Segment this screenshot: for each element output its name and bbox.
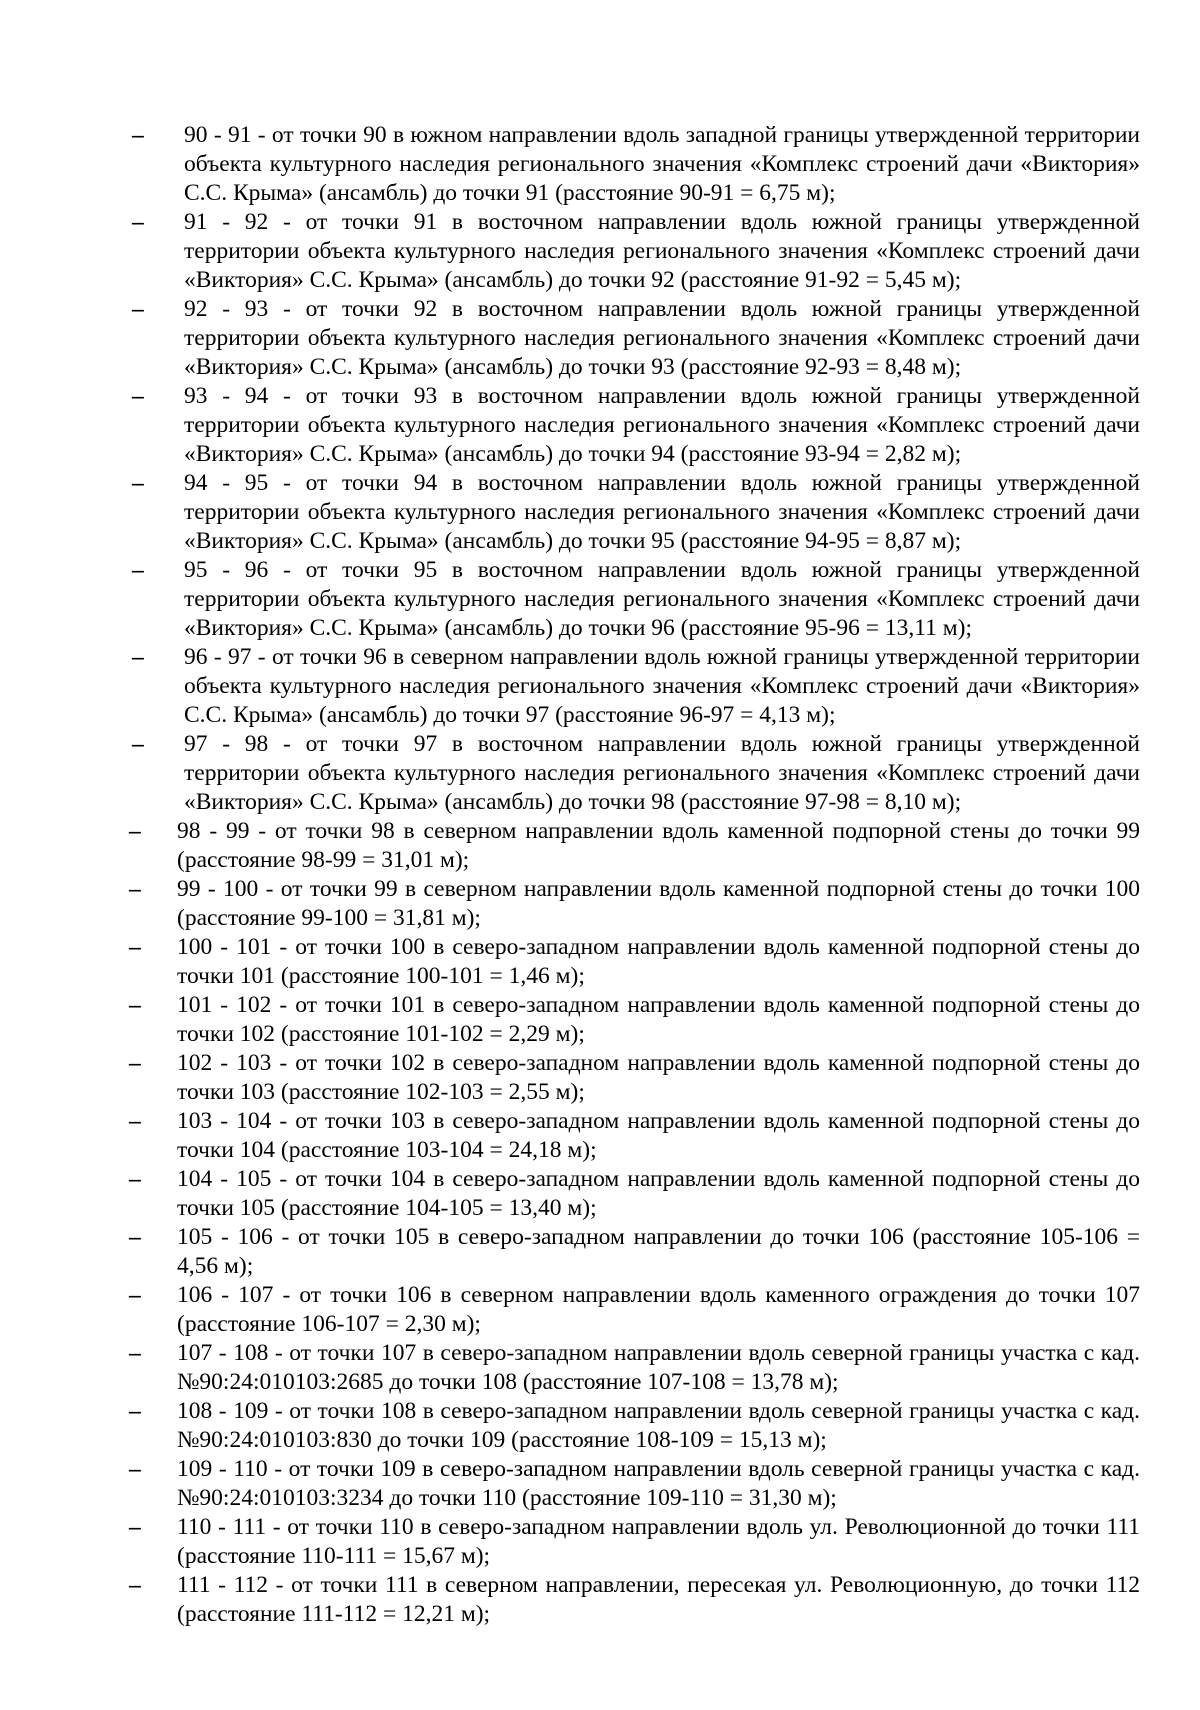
dash-marker: – — [129, 1340, 141, 1366]
list-item — [130, 730, 1140, 817]
dash-marker: – — [132, 383, 144, 409]
list-item-text: 111 - 112 - от точки 111 в северном направлении, пересекая ул. Революционную, до точки 112 (расстояние 111-112 = 12,21 м); — [177, 1572, 1140, 1627]
list-item — [130, 1397, 1140, 1455]
list-item-text: 106 - 107 - от точки 106 в северном направлении вдоль каменного ограждения до точки 107 (расстояние 106-107 = 2,30 м); — [177, 1282, 1140, 1337]
list-item-text: 99 - 100 - от точки 99 в северном направлении вдоль каменной подпорной стены до точки 100 (расстояние 99-100 = 31,81 м); — [177, 876, 1140, 931]
list-item-text: 95 - 96 - от точки 95 в восточном направлении вдоль южной границы утвержденной территории объекта культурного наследия регионального значения «Комплекс строений дачи «Виктория» С.С. Крыма» (ансамбль) до точки 96 (расстояние 95-96 = 13,11 м); — [184, 557, 1140, 641]
list-item — [130, 295, 1140, 382]
list-item-text: 109 - 110 - от точки 109 в северо-западном направлении вдоль северной границы участка с кад. №90:24:010103:3234 до точки 110 (расстояние 109-110 = 31,30 м); — [177, 1456, 1140, 1511]
dash-marker: – — [132, 209, 144, 235]
dash-marker: – — [129, 876, 141, 902]
list-item — [130, 1107, 1140, 1165]
dash-marker: – — [132, 731, 144, 757]
dash-marker: – — [129, 1456, 141, 1482]
list-item-text: 94 - 95 - от точки 94 в восточном направлении вдоль южной границы утвержденной территории объекта культурного наследия регионального значения «Комплекс строений дачи «Виктория» С.С. Крыма» (ансамбль) до точки 95 (расстояние 94-95 = 8,87 м); — [184, 470, 1140, 554]
list-item — [130, 1455, 1140, 1513]
dash-marker: – — [132, 470, 144, 496]
list-item — [130, 1281, 1140, 1339]
list-item-text: 91 - 92 - от точки 91 в восточном направлении вдоль южной границы утвержденной территории объекта культурного наследия регионального значения «Комплекс строений дачи «Виктория» С.С. Крыма» (ансамбль) до точки 92 (расстояние 91-92 = 5,45 м); — [184, 209, 1140, 293]
dash-marker: – — [132, 296, 144, 322]
dash-marker: – — [129, 992, 141, 1018]
list-item — [130, 817, 1140, 875]
list-item-text: 101 - 102 - от точки 101 в северо-западном направлении вдоль каменной подпорной стены до точки 102 (расстояние 101-102 = 2,29 м); — [177, 992, 1140, 1047]
list-item — [130, 1513, 1140, 1571]
dash-marker: – — [129, 1108, 141, 1134]
list-item-text: 102 - 103 - от точки 102 в северо-западном направлении вдоль каменной подпорной стены до точки 103 (расстояние 102-103 = 2,55 м); — [177, 1050, 1140, 1105]
list-item — [130, 208, 1140, 295]
list-item-text: 90 - 91 - от точки 90 в южном направлении вдоль западной границы утвержденной территории объекта культурного наследия регионального значения «Комплекс строений дачи «Виктория» С.С. Крыма» (ансамбль) до точки 91 (расстояние 90-91 = 6,75 м); — [184, 122, 1140, 206]
list-item — [130, 1165, 1140, 1223]
dash-marker: – — [129, 1166, 141, 1192]
boundary-description-list-b — [130, 817, 1140, 1629]
list-item-text: 107 - 108 - от точки 107 в северо-западном направлении вдоль северной границы участка с кад. №90:24:010103:2685 до точки 108 (расстояние 107-108 = 13,78 м); — [177, 1340, 1140, 1395]
dash-marker: – — [129, 1224, 141, 1250]
list-item — [130, 1223, 1140, 1281]
dash-marker: – — [132, 644, 144, 670]
list-item-text: 98 - 99 - от точки 98 в северном направлении вдоль каменной подпорной стены до точки 99 (расстояние 98-99 = 31,01 м); — [177, 818, 1140, 873]
list-item — [130, 875, 1140, 933]
dash-marker: – — [132, 557, 144, 583]
list-item — [130, 382, 1140, 469]
list-item-text: 92 - 93 - от точки 92 в восточном направлении вдоль южной границы утвержденной территории объекта культурного наследия регионального значения «Комплекс строений дачи «Виктория» С.С. Крыма» (ансамбль) до точки 93 (расстояние 92-93 = 8,48 м); — [184, 296, 1140, 380]
dash-marker: – — [129, 934, 141, 960]
list-item — [130, 556, 1140, 643]
list-item — [130, 1571, 1140, 1629]
list-item — [130, 1049, 1140, 1107]
list-item-text: 104 - 105 - от точки 104 в северо-западном направлении вдоль каменной подпорной стены до точки 105 (расстояние 104-105 = 13,40 м); — [177, 1166, 1140, 1221]
list-item-text: 100 - 101 - от точки 100 в северо-западном направлении вдоль каменной подпорной стены до точки 101 (расстояние 100-101 = 1,46 м); — [177, 934, 1140, 989]
dash-marker: – — [132, 122, 144, 148]
list-item-text: 105 - 106 - от точки 105 в северо-западном направлении до точки 106 (расстояние 105-106 = 4,56 м); — [177, 1224, 1140, 1279]
list-item-text: 103 - 104 - от точки 103 в северо-западном направлении вдоль каменной подпорной стены до точки 104 (расстояние 103-104 = 24,18 м); — [177, 1108, 1140, 1163]
list-item — [130, 1339, 1140, 1397]
dash-marker: – — [129, 1572, 141, 1598]
list-item — [130, 643, 1140, 730]
boundary-description-list-a — [130, 121, 1140, 817]
list-item — [130, 991, 1140, 1049]
dash-marker: – — [129, 818, 141, 844]
list-item — [130, 121, 1140, 208]
list-item-text: 110 - 111 - от точки 110 в северо-западном направлении вдоль ул. Революционной до точки 111 (расстояние 110-111 = 15,67 м); — [177, 1514, 1140, 1569]
dash-marker: – — [129, 1282, 141, 1308]
dash-marker: – — [129, 1398, 141, 1424]
list-item — [130, 469, 1140, 556]
dash-marker: – — [129, 1514, 141, 1540]
dash-marker: – — [129, 1050, 141, 1076]
list-item-text: 108 - 109 - от точки 108 в северо-западном направлении вдоль северной границы участка с кад. №90:24:010103:830 до точки 109 (расстояние 108-109 = 15,13 м); — [177, 1398, 1140, 1453]
list-item — [130, 933, 1140, 991]
list-item-text: 96 - 97 - от точки 96 в северном направлении вдоль южной границы утвержденной территории объекта культурного наследия регионального значения «Комплекс строений дачи «Виктория» С.С. Крыма» (ансамбль) до точки 97 (расстояние 96-97 = 4,13 м); — [184, 644, 1140, 728]
list-item-text: 97 - 98 - от точки 97 в восточном направлении вдоль южной границы утвержденной территории объекта культурного наследия регионального значения «Комплекс строений дачи «Виктория» С.С. Крыма» (ансамбль) до точки 98 (расстояние 97-98 = 8,10 м); — [184, 731, 1140, 815]
list-item-text: 93 - 94 - от точки 93 в восточном направлении вдоль южной границы утвержденной территории объекта культурного наследия регионального значения «Комплекс строений дачи «Виктория» С.С. Крыма» (ансамбль) до точки 94 (расстояние 93-94 = 2,82 м); — [184, 383, 1140, 467]
